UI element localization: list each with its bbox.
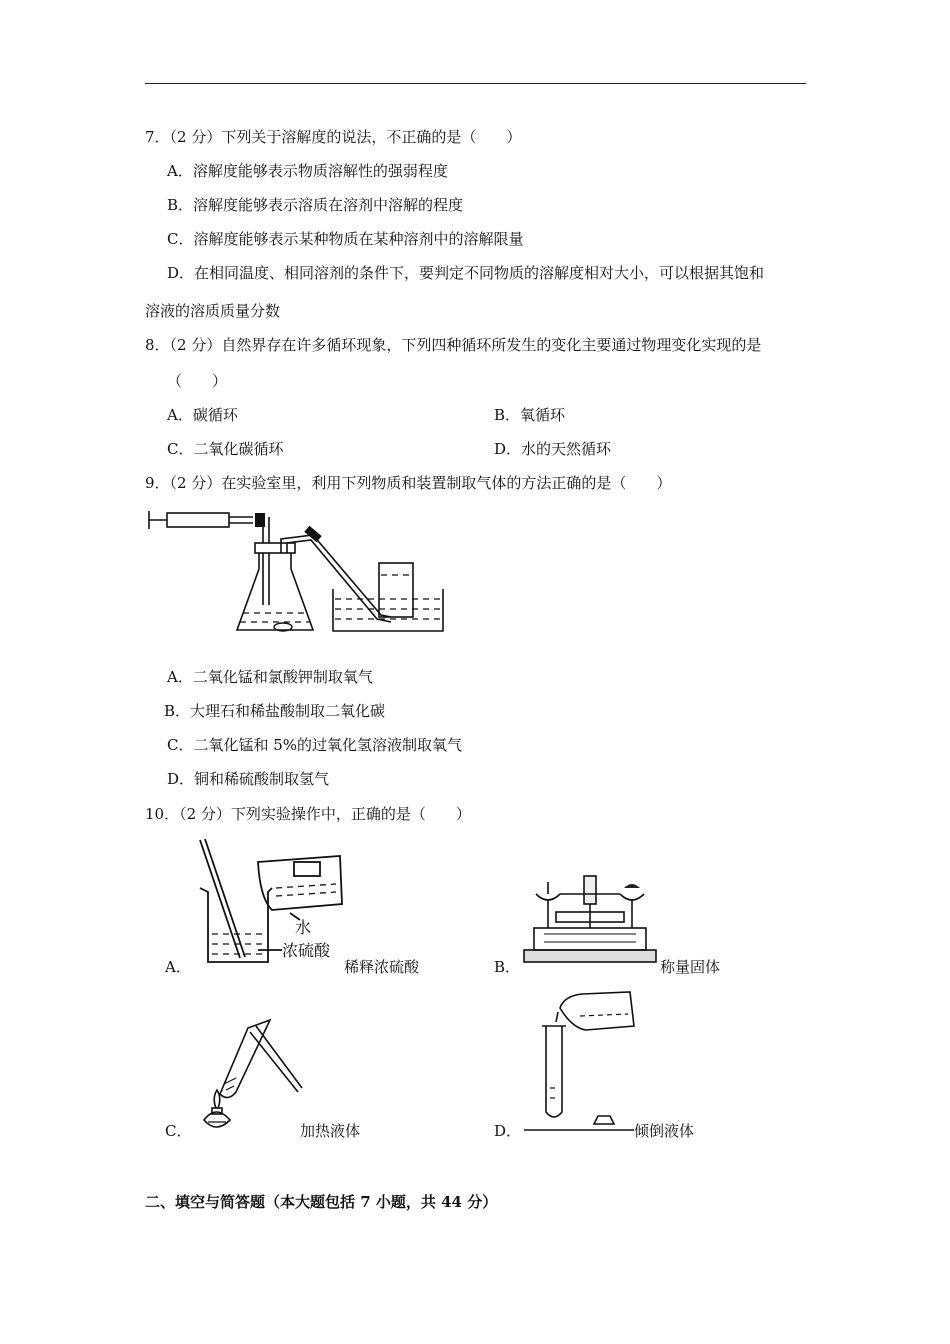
acid-label: 浓硫酸: [282, 941, 331, 960]
q9-option-c: C．二氧化锰和 5%的过氧化氢溶液制取氧气: [167, 736, 463, 754]
dilute-acid-figure: [190, 838, 350, 968]
balance-figure: [520, 870, 660, 965]
q10-option-b-caption: 称量固体: [660, 958, 721, 976]
heating-liquid-figure: [190, 1018, 310, 1138]
section2-heading: 二、填空与简答题（本大题包括 7 小题，共 44 分）: [145, 1193, 498, 1211]
q8-option-d: D．水的天然循环: [494, 440, 612, 458]
q10-option-b-letter: B．: [494, 958, 521, 976]
q7-option-d-cont: 溶液的溶质质量分数: [145, 302, 281, 320]
q8-option-a: A．碳循环: [167, 406, 238, 424]
q8-paren: （ ）: [167, 372, 228, 390]
q10-option-a-caption: 稀释浓硫酸: [344, 958, 420, 976]
q9-option-a: A．二氧化锰和氯酸钾制取氧气: [167, 668, 373, 686]
q10-option-d-letter: D．: [494, 1122, 522, 1140]
pouring-liquid-figure: [520, 988, 640, 1138]
q9-stem: 9．（2 分）在实验室里，利用下列物质和装置制取气体的方法正确的是（ ）: [145, 474, 672, 492]
q8-option-b: B．氧循环: [494, 406, 566, 424]
q10-option-a-letter: A．: [165, 958, 191, 976]
q7-stem: 7．（2 分）下列关于溶解度的说法，不正确的是（ ）: [145, 128, 522, 146]
gas-apparatus-figure: [145, 505, 445, 640]
q10-option-d-caption: 倾倒液体: [634, 1122, 695, 1140]
q8-stem: 8．（2 分）自然界存在许多循环现象，下列四种循环所发生的变化主要通过物理变化实现的是: [145, 336, 762, 354]
q7-option-c: C．溶解度能够表示某种物质在某种溶剂中的溶解限量: [167, 230, 524, 248]
q9-option-b: B．大理石和稀盐酸制取二氧化碳: [164, 702, 386, 720]
header-rule: [145, 83, 806, 84]
q10-option-c-letter: C．: [165, 1122, 192, 1140]
q9-option-d: D．铜和稀硫酸制取氢气: [167, 770, 330, 788]
q10-option-c-caption: 加热液体: [300, 1122, 361, 1140]
q10-stem: 10．（2 分）下列实验操作中，正确的是（ ）: [145, 805, 471, 823]
q7-option-d: D．在相同温度、相同溶剂的条件下，要判定不同物质的溶解度相对大小，可以根据其饱和: [167, 264, 765, 282]
q8-option-c: C．二氧化碳循环: [167, 440, 284, 458]
water-label: 水: [295, 918, 312, 937]
q7-option-a: A．溶解度能够表示物质溶解性的强弱程度: [167, 162, 448, 180]
q7-option-b: B．溶解度能够表示溶质在溶剂中溶解的程度: [167, 196, 464, 214]
